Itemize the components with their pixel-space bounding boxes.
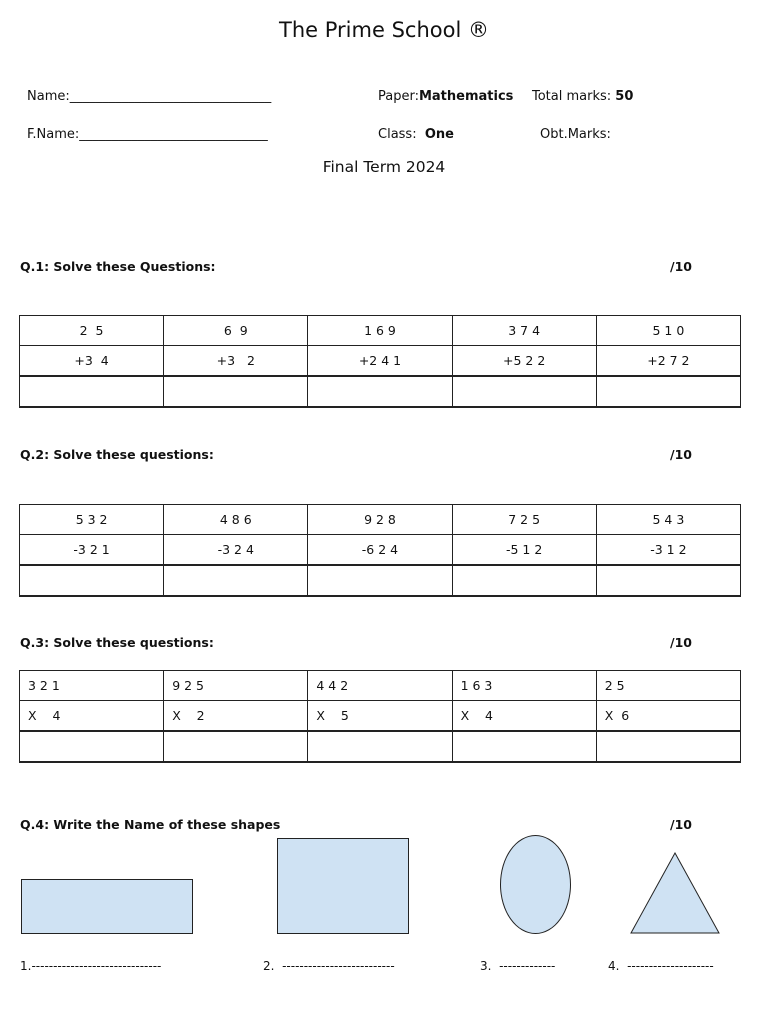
rectangle-shape xyxy=(21,879,193,934)
q4-heading: Q.4: Write the Name of these shapes xyxy=(20,817,281,832)
q1-bottom-cell: +5 2 2 xyxy=(452,346,596,377)
q1-answer-cell[interactable] xyxy=(596,376,740,407)
q1-heading: Q.1: Solve these Questions: xyxy=(20,259,216,274)
obtained-marks-label: Obt.Marks: xyxy=(540,127,611,142)
q2-bottom-cell: -6 2 4 xyxy=(308,535,452,566)
answer-line-2[interactable]: 2. -------------------------- xyxy=(263,959,395,973)
father-name-field-label: F.Name:_____________________________ xyxy=(27,127,268,142)
q1-top-cell: 1 6 9 xyxy=(308,316,452,346)
q2-top-cell: 4 8 6 xyxy=(164,505,308,535)
q1-answer-cell[interactable] xyxy=(164,376,308,407)
q1-answer-cell[interactable] xyxy=(452,376,596,407)
total-marks-label: Total marks: xyxy=(532,89,616,104)
q3-top-cell: 1 6 3 xyxy=(452,671,596,701)
class-label: Class: xyxy=(378,127,425,142)
q3-heading: Q.3: Solve these questions: xyxy=(20,635,214,650)
q1-marks: /10 xyxy=(670,259,692,274)
q2-table xyxy=(19,504,741,597)
q4-marks: /10 xyxy=(670,817,692,832)
q1-top-row xyxy=(20,316,741,346)
answer-line-4[interactable]: 4. -------------------- xyxy=(608,959,714,973)
total-marks-value: 50 xyxy=(615,89,634,104)
q1-answer-cell[interactable] xyxy=(20,376,164,407)
oval-shape xyxy=(500,835,571,934)
triangle-shape xyxy=(629,852,721,935)
q1-bottom-cell: +2 4 1 xyxy=(308,346,452,377)
class-value: One xyxy=(424,127,454,142)
q2-answer-cell[interactable] xyxy=(452,565,596,596)
q3-bottom-cell: X 4 xyxy=(452,701,596,732)
paper-field xyxy=(378,89,513,104)
q2-top-cell: 9 2 8 xyxy=(308,505,452,535)
total-marks-field xyxy=(532,89,633,104)
q2-top-cell: 5 4 3 xyxy=(596,505,740,535)
q1-bottom-cell: +3 2 xyxy=(164,346,308,377)
q1-answer-row xyxy=(20,376,741,407)
q2-bottom-cell: -3 2 1 xyxy=(20,535,164,566)
q3-bottom-cell: X 6 xyxy=(596,701,740,732)
q2-top-cell: 7 2 5 xyxy=(452,505,596,535)
name-field-label: Name:_______________________________ xyxy=(27,89,272,104)
q3-table xyxy=(19,670,741,763)
q2-answer-cell[interactable] xyxy=(20,565,164,596)
answer-line-3[interactable]: 3. ------------- xyxy=(480,959,556,973)
q3-bottom-cell: X 2 xyxy=(164,701,308,732)
q1-top-cell: 5 1 0 xyxy=(596,316,740,346)
paper-value: Mathematics xyxy=(418,89,514,104)
q3-top-cell: 4 4 2 xyxy=(308,671,452,701)
q3-answer-cell[interactable] xyxy=(308,731,452,762)
q3-top-cell: 2 5 xyxy=(596,671,740,701)
q1-answer-cell[interactable] xyxy=(308,376,452,407)
q1-bottom-cell: +3 4 xyxy=(20,346,164,377)
q2-answer-cell[interactable] xyxy=(596,565,740,596)
q3-bottom-cell: X 4 xyxy=(20,701,164,732)
paper-label: Paper: xyxy=(378,89,419,104)
q3-marks: /10 xyxy=(670,635,692,650)
q2-bottom-cell: -5 1 2 xyxy=(452,535,596,566)
q2-top-cell: 5 3 2 xyxy=(20,505,164,535)
answer-line-1[interactable]: 1.------------------------------ xyxy=(20,959,162,973)
q1-bottom-row xyxy=(20,346,741,377)
q3-answer-cell[interactable] xyxy=(596,731,740,762)
q2-marks: /10 xyxy=(670,447,692,462)
q3-top-cell: 9 2 5 xyxy=(164,671,308,701)
q3-bottom-cell: X 5 xyxy=(308,701,452,732)
q3-answer-cell[interactable] xyxy=(164,731,308,762)
q2-bottom-row xyxy=(20,535,741,566)
term-title: Final Term 2024 xyxy=(322,158,446,176)
q1-top-cell: 3 7 4 xyxy=(452,316,596,346)
q2-answer-cell[interactable] xyxy=(164,565,308,596)
square-shape xyxy=(277,838,409,934)
q3-answer-cell[interactable] xyxy=(20,731,164,762)
q3-top-row xyxy=(20,671,741,701)
q2-answer-cell[interactable] xyxy=(308,565,452,596)
q3-top-cell: 3 2 1 xyxy=(20,671,164,701)
q2-top-row xyxy=(20,505,741,535)
school-title: The Prime School ® xyxy=(279,18,489,42)
q1-table xyxy=(19,315,741,408)
q3-answer-row xyxy=(20,731,741,762)
q2-bottom-cell: -3 2 4 xyxy=(164,535,308,566)
q2-heading: Q.2: Solve these questions: xyxy=(20,447,214,462)
q3-answer-cell[interactable] xyxy=(452,731,596,762)
q1-bottom-cell: +2 7 2 xyxy=(596,346,740,377)
class-field xyxy=(378,127,454,142)
q3-bottom-row xyxy=(20,701,741,732)
q1-top-cell: 2 5 xyxy=(20,316,164,346)
q2-bottom-cell: -3 1 2 xyxy=(596,535,740,566)
q2-answer-row xyxy=(20,565,741,596)
q1-top-cell: 6 9 xyxy=(164,316,308,346)
